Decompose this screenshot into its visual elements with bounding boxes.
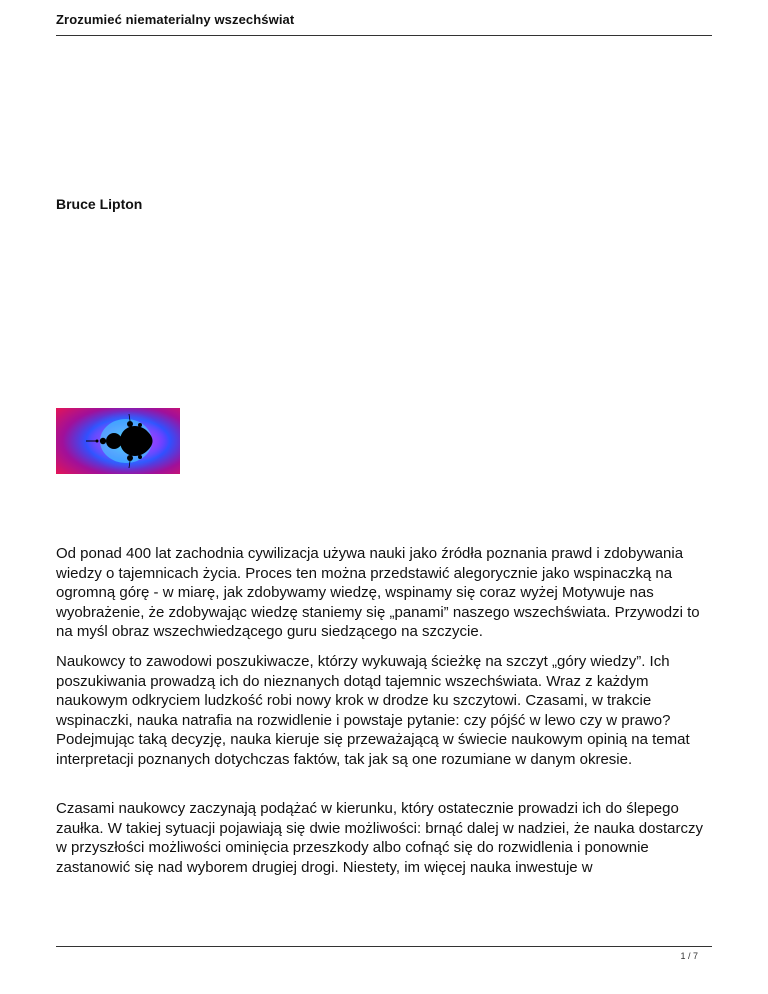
mandelbrot-fractal-image [56,408,180,474]
header-divider [56,35,712,36]
article-paragraph: Naukowcy to zawodowi poszukiwacze, którzy wykuwają ścieżkę na szczyt „góry wiedzy”. Ich poszukiwania prowadzą ich do nieznanych dotąd tajemnic wszechświata. Wraz z każdym naukowym odkryciem ludzkość robi nowy krok w drodze ku szczytowi. Czasami, w trakcie wspinaczki, nauka natrafia na rozwidlenie i powstaje pytanie: czy pójść w lewo czy w prawo? Podejmując taką decyzję, nauka kieruje się przeważającą w świecie naukowym opinią na temat interpretacji poznanych dotychczas faktów, tak jak są one rozumiane w danym okresie. [56,653,690,768]
page-number: 1 / 7 [680,951,698,961]
article-paragraph: Czasami naukowcy zaczynają podążać w kierunku, który ostatecznie prowadzi ich do ślepego zaułka. W takiej sytuacji pojawiają się dwie możliwości: brnąć dalej w nadziei, że nauka dostarczy w przyszłości możliwości ominięcia przeszkody albo cofnąć się do rozwidlenia i ponownie zastanowić się nad wyborem drugiej drogi. Niestety, im więcej nauka inwestuje w [56,800,703,876]
page-header-title: Zrozumieć niematerialny wszechświat [56,12,295,27]
article-paragraph: Od ponad 400 lat zachodnia cywilizacja używa nauki jako źródła poznania prawd i zdobywania wiedzy o tajemnicach życia. Proces ten można przedstawić alegorycznie jako wspinaczką na ogromną górę - w miarę, jak zdobywamy wiedzę, wspinamy się coraz wyżej Motywuje nas wyobrażenie, że zdobywając wiedzę staniemy się „panami” naszego wszechświata. Przywodzi to na myśl obraz wszechwiedzącego guru siedzącego na szczycie. [56,545,700,641]
author-name: Bruce Lipton [56,196,143,212]
footer-divider [56,946,712,947]
